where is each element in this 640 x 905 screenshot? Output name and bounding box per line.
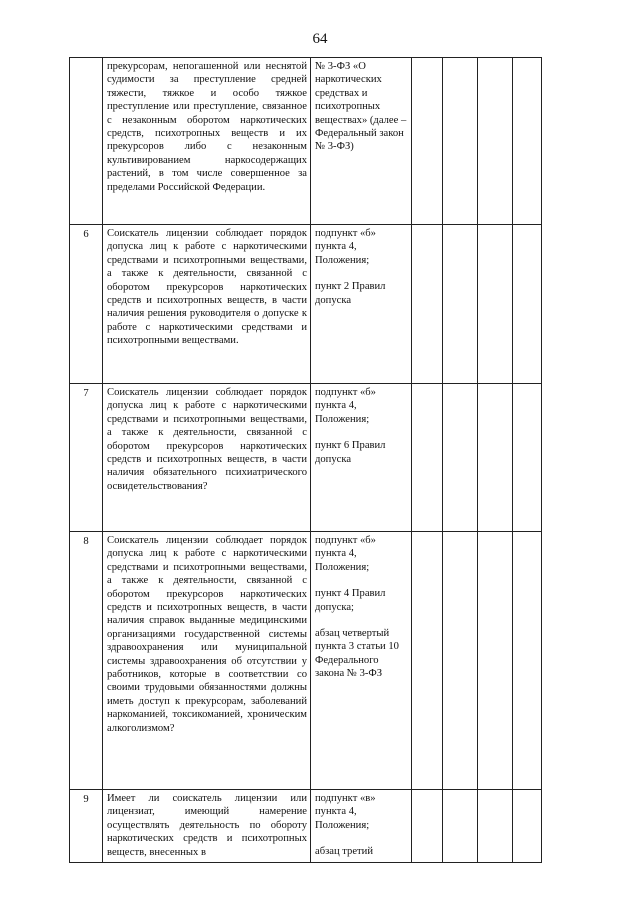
requirement-text: Соискатель лицензии соблюдает порядок допуска лиц к работе с наркотическими средствами и психотропными веществами, а также к деятельности, связанной с оборотом прекурсоров наркотических средств и психотропных веществ, в части наличия решения руководителя о допуске к работе с наркотическими средствами и психотропными веществами. [107,228,307,347]
page-number: 64 [312,31,328,47]
empty-cell [443,225,478,384]
empty-cell [478,225,513,384]
empty-cell [443,58,478,225]
legal-reference: подпункт «б» пункта 4, Положения; [315,228,376,266]
requirement-text: Соискатель лицензии соблюдает порядок допуска лиц к работе с наркотическими средствами и психотропными веществами, а также к деятельности, связанной с оборотом прекурсоров наркотических средств и психотропных веществ, в части наличия справок выданные медицинскими организациями государственной системы здравоохранения или муниципальной системы здравоохранения об отсутствии у работников, которые в соответствии со своими трудовыми обязанностями должны иметь доступ к прекурсорам, заболеваний наркоманией, токсикоманией, хроническим алкоголизмом? [107,535,307,734]
legal-reference: № 3-ФЗ «О наркотических средствах и психотропных веществах» (далее – Федеральный закон № 3-ФЗ) [315,61,407,153]
row-number: 6 [70,225,103,384]
legal-reference: пункт 4 Правил допуска; [315,588,386,613]
legal-reference: подпункт «б» пункта 4, Положения; [315,535,376,573]
empty-cell [412,532,443,790]
legal-reference: подпункт «в» пункта 4, Положения; [315,793,376,831]
legal-reference: пункт 2 Правил допуска [315,281,386,306]
empty-cell [443,532,478,790]
requirement-text: Имеет ли соискатель лицензии или лицензиат, имеющий намерение осуществлять деятельность по обороту наркотических средств и психотропных веществ, внесенных в [107,793,307,858]
table-row [70,58,542,225]
empty-cell [478,790,513,863]
table-row [70,790,542,863]
requirement-text: Соискатель лицензии соблюдает порядок допуска лиц к работе с наркотическими средствами и психотропными веществами, а также к деятельности, связанной с оборотом прекурсоров наркотических средств и психотропных веществ, в части наличия обязательного психиатрического освидетельствования? [107,387,307,492]
empty-cell [412,225,443,384]
legal-reference: пункт 6 Правил допуска [315,440,386,465]
empty-cell [478,384,513,532]
empty-cell [513,58,542,225]
legal-reference: подпункт «б» пункта 4, Положения; [315,387,376,425]
legal-reference: абзац четвертый пункта 3 статьи 10 Федерального закона № 3-ФЗ [315,628,399,680]
empty-cell [513,790,542,863]
empty-cell [478,58,513,225]
table-row [70,532,542,790]
table-row [70,225,542,384]
requirements-table [69,57,542,863]
row-number: 9 [70,790,103,863]
row-number [70,58,103,225]
row-number: 8 [70,532,103,790]
empty-cell [443,790,478,863]
empty-cell [513,384,542,532]
empty-cell [412,790,443,863]
empty-cell [513,532,542,790]
legal-reference: абзац третий [315,846,374,858]
requirement-text: прекурсорам, непогашенной или неснятой судимости за преступление средней тяжести, тяжкое и особо тяжкое преступление или преступление, связанное с незаконным оборотом наркотических средств, психотропных веществ и их прекурсоров либо с незаконным культивированием наркосодержащих растений, в том числе совершенное за пределами Российской Федерации. [107,61,307,193]
empty-cell [412,58,443,225]
empty-cell [478,532,513,790]
table-row [70,384,542,532]
empty-cell [443,384,478,532]
empty-cell [513,225,542,384]
empty-cell [412,384,443,532]
row-number: 7 [70,384,103,532]
